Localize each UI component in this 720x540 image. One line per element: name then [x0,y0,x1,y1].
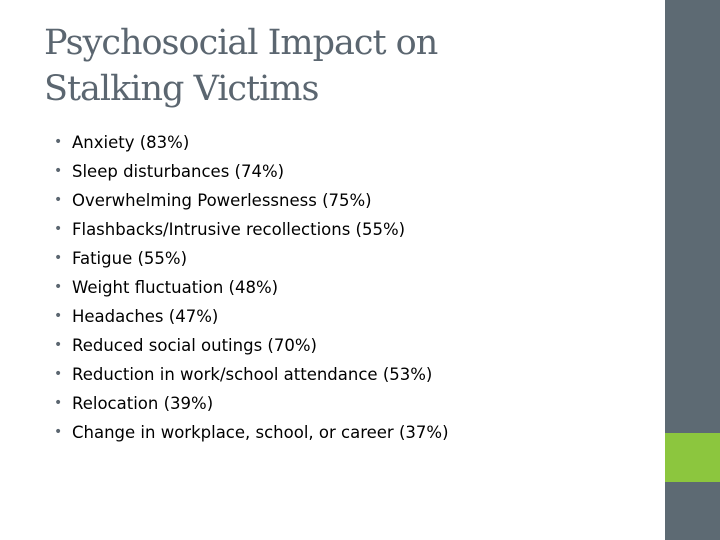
bullet-item [50,157,650,186]
bullet-icon: • [54,134,63,150]
bullet-item [50,128,650,157]
bullet-icon: • [54,250,63,266]
bullet-text: Relocation (39%) [72,394,214,413]
bullet-text: Reduced social outings (70%) [72,336,317,355]
bullet-icon: • [54,308,63,324]
sidebar-bar [665,0,720,540]
bullet-item [50,389,650,418]
bullet-item [50,215,650,244]
bullet-text: Overwhelming Powerlessness (75%) [72,191,372,210]
bullet-text: Headaches (47%) [72,307,219,326]
bullet-list [50,128,650,447]
slide-title [44,20,644,112]
bullet-text: Reduction in work/school attendance (53%) [72,365,433,384]
bullet-icon: • [54,424,63,440]
bullet-icon: • [54,192,63,208]
title-line-2: Stalking Victims [44,69,319,109]
bullet-item [50,331,650,360]
bullet-item [50,244,650,273]
bullet-icon: • [54,279,63,295]
bullet-text: Fatigue (55%) [72,249,188,268]
bullet-item [50,273,650,302]
bullet-item [50,360,650,389]
bullet-item [50,186,650,215]
bullet-text: Change in workplace, school, or career (37%) [72,423,449,442]
bullet-icon: • [54,337,63,353]
bullet-text: Flashbacks/Intrusive recollections (55%) [72,220,406,239]
accent-block [665,433,720,482]
bullet-text: Sleep disturbances (74%) [72,162,285,181]
bullet-item [50,302,650,331]
bullet-text: Anxiety (83%) [72,133,190,152]
bullet-icon: • [54,163,63,179]
bullet-icon: • [54,395,63,411]
bullet-icon: • [54,221,63,237]
bullet-text: Weight fluctuation (48%) [72,278,279,297]
bullet-item [50,418,650,447]
title-line-1: Psychosocial Impact on [44,23,438,63]
bullet-icon: • [54,366,63,382]
